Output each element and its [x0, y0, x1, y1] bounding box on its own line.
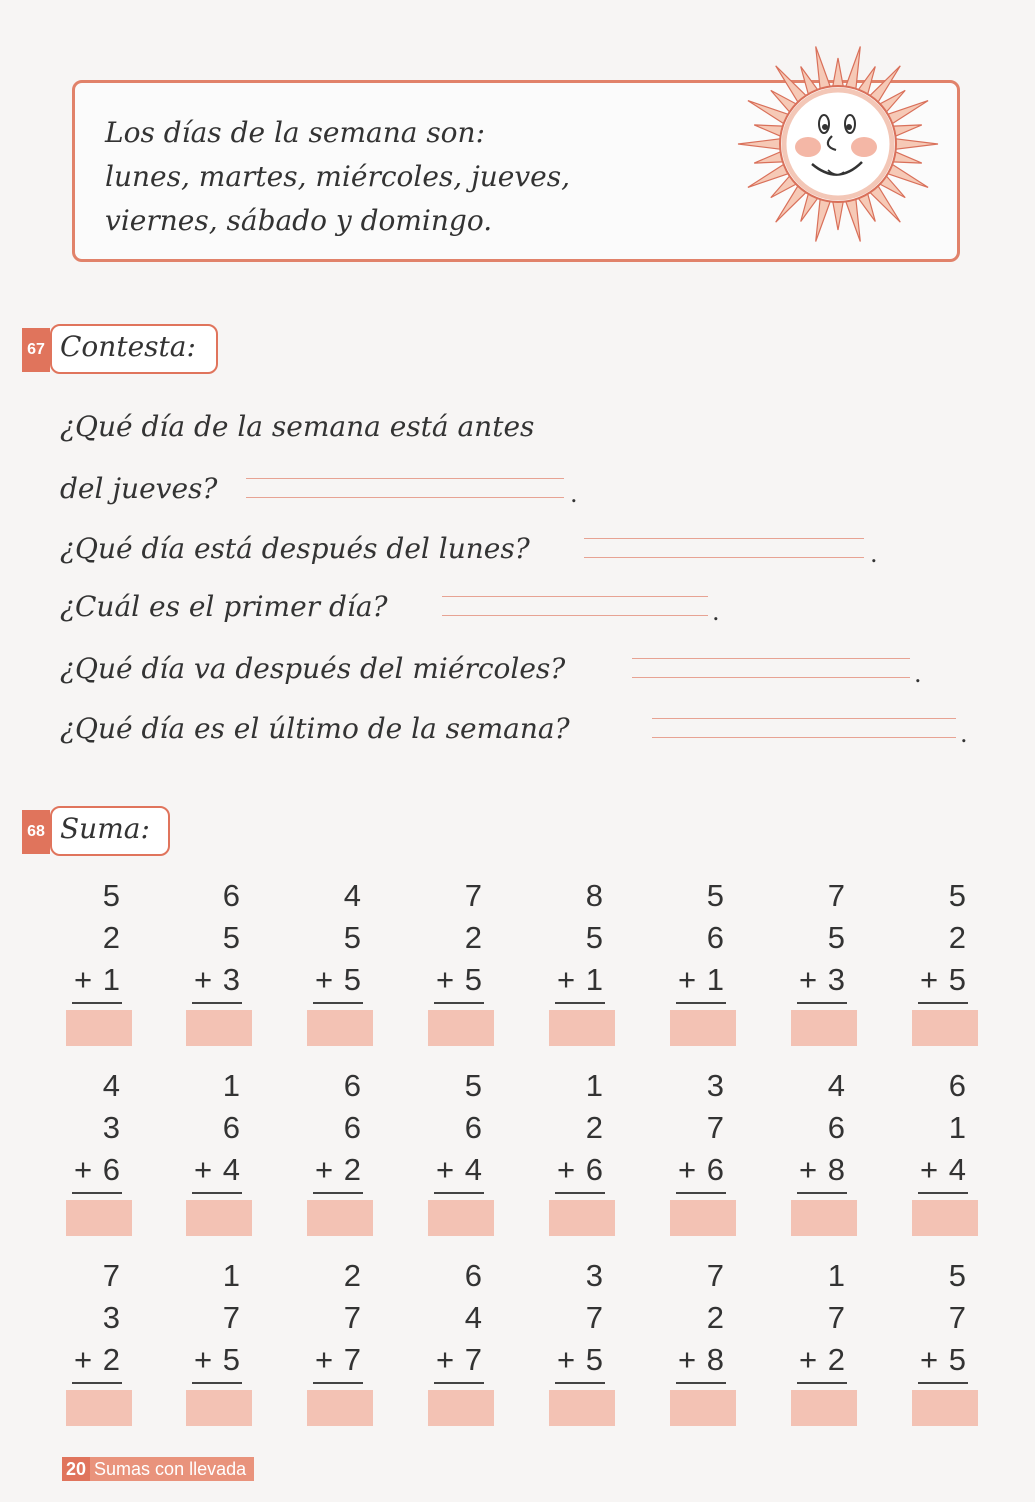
answer-box[interactable]: [66, 1200, 132, 1236]
addend-1: 4: [827, 1068, 845, 1103]
sum-problem: [670, 1066, 738, 1236]
sum-problem: [186, 1256, 254, 1426]
sum-problem: [428, 876, 496, 1046]
sun-ray: [754, 125, 783, 136]
addend-3: 4: [464, 1152, 482, 1187]
addend-2: 6: [464, 1110, 482, 1145]
sun-ray: [893, 152, 922, 163]
sum-rule: [192, 1002, 242, 1004]
addend-2: 1: [948, 1110, 966, 1145]
addend-1: 3: [585, 1258, 603, 1293]
answer-box[interactable]: [428, 1390, 494, 1426]
addend-1: 1: [222, 1258, 240, 1293]
addend-1: 6: [222, 878, 240, 913]
plus-sign: +: [194, 1152, 213, 1187]
sum-rule: [797, 1382, 847, 1384]
addend-3: 6: [585, 1152, 603, 1187]
addend-1: 7: [827, 878, 845, 913]
answer-box[interactable]: [549, 1010, 615, 1046]
addend-2: 7: [706, 1110, 724, 1145]
addend-1: 3: [706, 1068, 724, 1103]
sun-ray: [816, 47, 831, 89]
addend-3: 4: [222, 1152, 240, 1187]
sum-problem: [791, 876, 859, 1046]
info-line: viernes, sábado y domingo.: [105, 204, 493, 237]
addend-2: 7: [827, 1300, 845, 1335]
addend-1: 7: [102, 1258, 120, 1293]
info-text: [105, 111, 570, 243]
addend-3: 5: [464, 962, 482, 997]
plus-sign: +: [74, 962, 93, 997]
addend-3: 5: [343, 962, 361, 997]
answer-box[interactable]: [428, 1200, 494, 1236]
exercise-label: Suma:: [50, 806, 170, 856]
answer-line-3[interactable]: [442, 596, 708, 616]
sum-problem: [186, 1066, 254, 1236]
answer-box[interactable]: [66, 1010, 132, 1046]
answer-box[interactable]: [791, 1200, 857, 1236]
sum-rule: [72, 1002, 122, 1004]
addend-1: 6: [343, 1068, 361, 1103]
sun-ray: [833, 58, 843, 86]
period: .: [870, 540, 878, 568]
sum-rule: [797, 1192, 847, 1194]
sun-ray: [846, 47, 861, 89]
addend-2: 3: [102, 1300, 120, 1335]
addend-2: 5: [222, 920, 240, 955]
sun-ray: [893, 125, 922, 136]
plus-sign: +: [74, 1342, 93, 1377]
answer-box[interactable]: [670, 1200, 736, 1236]
answer-box[interactable]: [670, 1010, 736, 1046]
addend-1: 6: [948, 1068, 966, 1103]
sum-rule: [797, 1002, 847, 1004]
addend-2: 2: [948, 920, 966, 955]
sun-illustration: [728, 44, 948, 254]
plus-sign: +: [920, 962, 939, 997]
answer-box[interactable]: [66, 1390, 132, 1426]
plus-sign: +: [74, 1152, 93, 1187]
question-1a: ¿Qué día de la semana está antes: [60, 410, 535, 443]
plus-sign: +: [436, 1342, 455, 1377]
plus-sign: +: [799, 962, 818, 997]
sum-problem: [670, 876, 738, 1046]
addend-3: 5: [948, 962, 966, 997]
sun-ray: [833, 202, 843, 230]
sum-problem: [66, 1066, 134, 1236]
addend-2: 6: [706, 920, 724, 955]
addend-1: 1: [827, 1258, 845, 1293]
exercise-label: Contesta:: [50, 324, 218, 374]
period: .: [914, 660, 922, 688]
answer-line-5[interactable]: [652, 718, 956, 738]
info-line: Los días de la semana son:: [105, 116, 486, 149]
addend-1: 5: [464, 1068, 482, 1103]
plus-sign: +: [678, 962, 697, 997]
sum-rule: [555, 1002, 605, 1004]
addend-2: 2: [585, 1110, 603, 1145]
addend-2: 6: [343, 1110, 361, 1145]
sum-problem: [307, 1066, 375, 1236]
sum-problem: [791, 1066, 859, 1236]
addend-3: 8: [706, 1342, 724, 1377]
plus-sign: +: [557, 1342, 576, 1377]
sum-problem: [66, 1256, 134, 1426]
sum-problem: [670, 1256, 738, 1426]
sum-problem: [791, 1256, 859, 1426]
addend-1: 5: [948, 878, 966, 913]
sum-rule: [555, 1382, 605, 1384]
addend-3: 3: [222, 962, 240, 997]
addend-2: 5: [585, 920, 603, 955]
answer-line-1[interactable]: [246, 478, 564, 498]
plus-sign: +: [678, 1152, 697, 1187]
sum-problem: [912, 1066, 980, 1236]
addend-3: 4: [948, 1152, 966, 1187]
sum-problem: [307, 876, 375, 1046]
plus-sign: +: [315, 962, 334, 997]
addend-3: 7: [464, 1342, 482, 1377]
period: .: [570, 480, 578, 508]
sum-rule: [434, 1382, 484, 1384]
sum-problem: [307, 1256, 375, 1426]
addend-1: 1: [222, 1068, 240, 1103]
addend-2: 3: [102, 1110, 120, 1145]
sum-rule: [434, 1192, 484, 1194]
addend-3: 7: [343, 1342, 361, 1377]
sum-problem: [912, 1256, 980, 1426]
addend-3: 6: [102, 1152, 120, 1187]
sum-rule: [72, 1382, 122, 1384]
addend-3: 8: [827, 1152, 845, 1187]
sum-problem: [428, 1256, 496, 1426]
plus-sign: +: [678, 1342, 697, 1377]
answer-box[interactable]: [791, 1010, 857, 1046]
addend-1: 5: [102, 878, 120, 913]
sum-rule: [192, 1192, 242, 1194]
exercise-number: 68: [22, 810, 50, 854]
sum-rule: [918, 1192, 968, 1194]
plus-sign: +: [557, 962, 576, 997]
addend-2: 2: [102, 920, 120, 955]
plus-sign: +: [436, 1152, 455, 1187]
plus-sign: +: [194, 1342, 213, 1377]
addend-3: 5: [585, 1342, 603, 1377]
addend-3: 2: [102, 1342, 120, 1377]
addend-2: 4: [464, 1300, 482, 1335]
addend-3: 1: [585, 962, 603, 997]
addend-1: 2: [343, 1258, 361, 1293]
addend-2: 7: [222, 1300, 240, 1335]
answer-box[interactable]: [307, 1390, 373, 1426]
period: .: [960, 720, 968, 748]
sum-rule: [313, 1382, 363, 1384]
info-line: lunes, martes, miércoles, jueves,: [105, 160, 571, 193]
sum-rule: [313, 1192, 363, 1194]
sum-problem: [66, 876, 134, 1046]
sum-rule: [313, 1002, 363, 1004]
sun-ray: [754, 152, 783, 163]
sum-rule: [72, 1192, 122, 1194]
answer-box[interactable]: [186, 1200, 252, 1236]
sum-rule: [192, 1382, 242, 1384]
sum-problem: [549, 1066, 617, 1236]
addend-3: 5: [948, 1342, 966, 1377]
sum-rule: [676, 1192, 726, 1194]
answer-box[interactable]: [307, 1200, 373, 1236]
addend-1: 8: [585, 878, 603, 913]
answer-box[interactable]: [186, 1390, 252, 1426]
addend-2: 7: [948, 1300, 966, 1335]
addend-3: 6: [706, 1152, 724, 1187]
plus-sign: +: [436, 962, 455, 997]
addend-3: 1: [706, 962, 724, 997]
sum-rule: [918, 1382, 968, 1384]
answer-box[interactable]: [912, 1390, 978, 1426]
question-4: ¿Qué día va después del miércoles?: [60, 652, 566, 685]
answer-box[interactable]: [912, 1010, 978, 1046]
question-5: ¿Qué día es el último de la semana?: [60, 712, 570, 745]
question-3: ¿Cuál es el primer día?: [60, 590, 388, 623]
answer-box[interactable]: [549, 1200, 615, 1236]
addend-1: 4: [343, 878, 361, 913]
plus-sign: +: [799, 1152, 818, 1187]
addend-3: 5: [222, 1342, 240, 1377]
addend-2: 5: [343, 920, 361, 955]
addend-2: 5: [827, 920, 845, 955]
plus-sign: +: [920, 1152, 939, 1187]
sum-rule: [918, 1002, 968, 1004]
sum-rule: [555, 1192, 605, 1194]
plus-sign: +: [799, 1342, 818, 1377]
footer-title: Sumas con llevada: [90, 1457, 254, 1481]
sum-rule: [676, 1382, 726, 1384]
question-1b: del jueves?: [60, 472, 218, 505]
answer-box[interactable]: [307, 1010, 373, 1046]
sun-ray: [896, 139, 938, 149]
plus-sign: +: [315, 1342, 334, 1377]
sun-ray: [846, 199, 861, 241]
sum-problem: [186, 876, 254, 1046]
addend-1: 4: [102, 1068, 120, 1103]
addend-1: 6: [464, 1258, 482, 1293]
answer-line-4[interactable]: [632, 658, 910, 678]
answer-box[interactable]: [428, 1010, 494, 1046]
answer-box[interactable]: [549, 1390, 615, 1426]
answer-box[interactable]: [670, 1390, 736, 1426]
addend-3: 3: [827, 962, 845, 997]
addend-3: 2: [343, 1152, 361, 1187]
sun-ray: [816, 199, 831, 241]
plus-sign: +: [315, 1152, 334, 1187]
period: .: [712, 598, 720, 626]
addend-1: 1: [585, 1068, 603, 1103]
sum-problem: [428, 1066, 496, 1236]
sum-problem: [912, 876, 980, 1046]
addend-2: 6: [827, 1110, 845, 1145]
addend-3: 2: [827, 1342, 845, 1377]
answer-line-2[interactable]: [584, 538, 864, 558]
sum-problem: [549, 1256, 617, 1426]
addend-1: 7: [706, 1258, 724, 1293]
addend-1: 5: [948, 1258, 966, 1293]
sun-ray: [738, 139, 780, 149]
addend-1: 5: [706, 878, 724, 913]
addend-2: 7: [343, 1300, 361, 1335]
addend-3: 1: [102, 962, 120, 997]
sum-rule: [434, 1002, 484, 1004]
exercise-number: 67: [22, 328, 50, 372]
question-2: ¿Qué día está después del lunes?: [60, 532, 530, 565]
answer-box[interactable]: [186, 1010, 252, 1046]
addend-1: 7: [464, 878, 482, 913]
footer-bar: [62, 1457, 254, 1481]
plus-sign: +: [920, 1342, 939, 1377]
plus-sign: +: [194, 962, 213, 997]
addend-2: 7: [585, 1300, 603, 1335]
sum-rule: [676, 1002, 726, 1004]
addend-2: 2: [706, 1300, 724, 1335]
addend-2: 2: [464, 920, 482, 955]
sum-problem: [549, 876, 617, 1046]
plus-sign: +: [557, 1152, 576, 1187]
answer-box[interactable]: [912, 1200, 978, 1236]
answer-box[interactable]: [791, 1390, 857, 1426]
page-number: 20: [62, 1457, 90, 1481]
addend-2: 6: [222, 1110, 240, 1145]
